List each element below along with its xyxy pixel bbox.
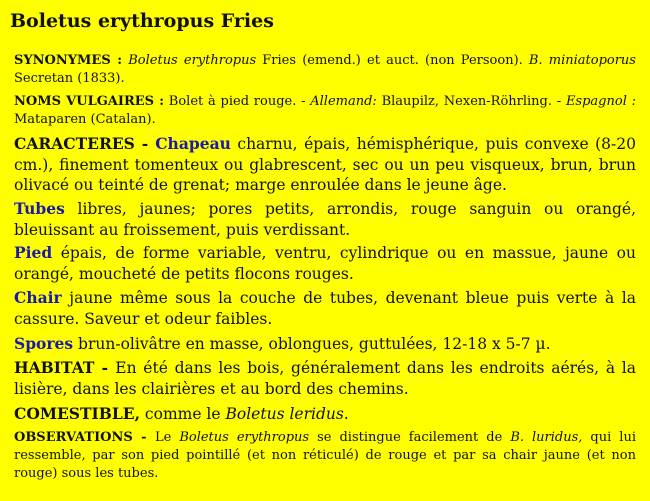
caracteres-section xyxy=(14,134,636,196)
noms-vulgaires-label: NOMS VULGAIRES : xyxy=(14,94,165,109)
observations-text-1: Le xyxy=(154,430,180,445)
chair-text: jaune même sous la couche de tubes, devenant bleue puis verte à la cassure. Saveur et odeur faibles. xyxy=(14,289,636,328)
comestible-section xyxy=(14,404,636,425)
habitat-label: HABITAT - xyxy=(14,358,116,377)
observations-text-2: se distingue facilement de xyxy=(309,430,511,445)
comestible-species: Boletus leridus. xyxy=(225,405,349,423)
chapeau-text: charnu, épais, hémisphérique, puis convexe (8-20 cm.), finement tomenteux ou glabrescent, sec ou un peu visqueux, brun, brun olivacé ou teinté de grenat; marge enroulée dans le jeune âge. xyxy=(14,135,636,194)
page-title: Boletus erythropus Fries xyxy=(10,10,274,32)
noms-vulgaires-text-1: Bolet à pied rouge. - xyxy=(164,94,311,109)
noms-vulgaires-section xyxy=(14,93,636,129)
synonym-name-2: B. miniatoporus xyxy=(528,53,636,68)
comestible-text: comme le xyxy=(140,405,226,423)
noms-vulgaires-text-2: Blaupilz, Nexen-Röhrling. - xyxy=(376,94,566,109)
tubes-section xyxy=(14,199,636,240)
tubes-text: libres, jaunes; pores petits, arrondis, rouge sanguin ou orangé, bleuissant au froissement, puis verdissant. xyxy=(14,200,636,239)
noms-vulgaires-text-3: Mataparen (Catalan). xyxy=(14,112,156,127)
language-espagnol: Espagnol : xyxy=(565,94,636,109)
pied-text: épais, de forme variable, ventru, cylindrique ou en massue, jaune ou orangé, moucheté de petits flocons rouges. xyxy=(14,244,636,283)
pied-section xyxy=(14,243,636,284)
habitat-text: En été dans les bois, généralement dans les endroits aérés, à la lisière, dans les clairières et au bord des chemins. xyxy=(14,359,637,398)
observations-species-1: Boletus erythropus xyxy=(179,430,310,445)
chair-label: Chair xyxy=(14,288,62,307)
spores-text: brun-olivâtre en masse, oblongues, guttulées, 12-18 x 5-7 µ. xyxy=(73,335,551,353)
tubes-label: Tubes xyxy=(14,199,65,218)
chair-section xyxy=(14,288,636,329)
synonym-name-1: Boletus erythropus xyxy=(128,53,257,68)
observations-section xyxy=(14,429,636,483)
comestible-label: COMESTIBLE, xyxy=(14,404,140,423)
spores-section xyxy=(14,334,636,355)
chapeau-label: Chapeau xyxy=(155,134,231,153)
observations-label: OBSERVATIONS - xyxy=(14,430,155,445)
habitat-section xyxy=(14,358,636,399)
synonymes-text-2: Secretan (1833). xyxy=(14,71,125,86)
synonymes-label: SYNONYMES : xyxy=(14,53,123,68)
synonymes-section xyxy=(14,52,636,88)
language-allemand: Allemand: xyxy=(310,94,377,109)
pied-label: Pied xyxy=(14,243,53,262)
caracteres-label: CARACTERES - xyxy=(14,134,156,153)
spores-label: Spores xyxy=(14,334,74,353)
observations-species-2: B. luridus, xyxy=(510,430,583,445)
observations-text-3: qui lui ressemble, par son pied pointillé (et non réticulé) de rouge et par sa chair jaune (et non rouge) sous les tubes. xyxy=(14,430,636,481)
synonymes-text-1: Fries (emend.) et auct. (non Persoon). xyxy=(256,53,529,68)
